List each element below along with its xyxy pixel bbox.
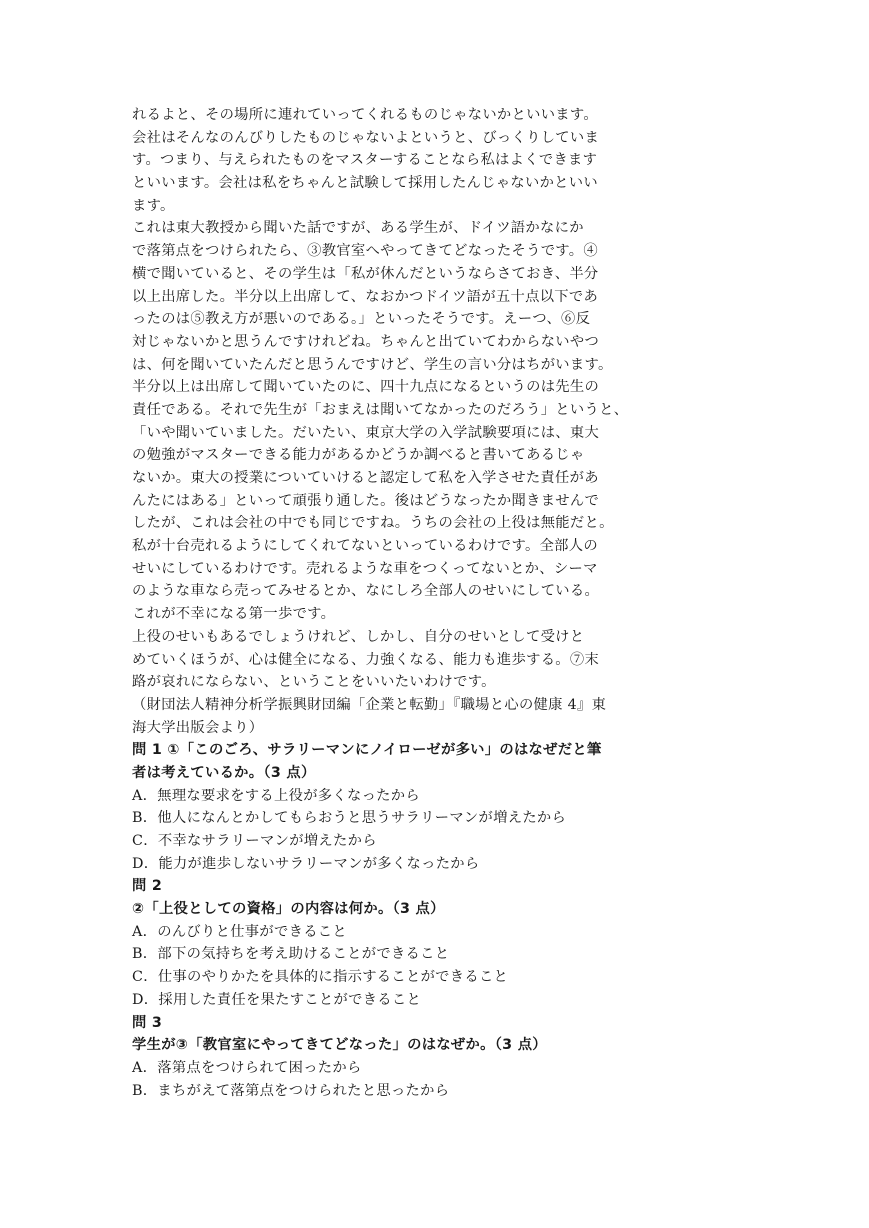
passage-line: ないか。東大の授業についていけると認定して私を入学させた責任があ xyxy=(132,470,599,486)
passage-line: 責任である。それで先生が「おまえは聞いてなかったのだろう」というと、 xyxy=(132,401,629,418)
question-title: 学生が③「教官室にやってきてどなった」のはなぜか。（3 点） xyxy=(132,1037,547,1054)
passage-line: といいます。会社は私をちゃんと試験して採用したんじゃないかといい xyxy=(132,175,598,192)
answer-choice: A．無理な要求をする上役が多くなったから xyxy=(132,787,420,804)
question-block xyxy=(132,875,637,1011)
question-title: ②「上役としての資格」の内容は何か。（3 点） xyxy=(132,901,445,918)
answer-choice: B．まちがえて落第点をつけられたと思ったから xyxy=(132,1082,450,1099)
answer-choice: B．他人になんとかしてもらおうと思うサラリーマンが増えたから xyxy=(132,810,567,827)
answer-choice: C．不幸なサラリーマンが増えたから xyxy=(132,833,377,849)
answer-choice: A．落第点をつけられて困ったから xyxy=(132,1059,362,1076)
passage-line: これが不幸になる第一歩です。 xyxy=(132,606,336,623)
question-section xyxy=(132,739,637,1102)
question-title: 問 1 ①「このごろ、サラリーマンにノイローゼが多い」のはなぜだと筆 xyxy=(132,742,602,759)
passage-line: の勉強がマスターできる能力があるかどうか調べると書いてあるじゃ xyxy=(132,447,585,464)
passage-line: （財団法人精神分析学振興財団編「企業と転勤」『職場と心の健康 4』東 xyxy=(132,696,607,713)
answer-choice: D．能力が進歩しないサラリーマンが多くなったから xyxy=(132,855,480,872)
question-block xyxy=(132,1012,637,1103)
passage-line: せいにしているわけです。売れるような車をつくってないとか、シーマ xyxy=(132,560,598,577)
passage-line: したが、これは会社の中でも同じですね。うちの会社の上役は無能だと。 xyxy=(132,515,614,532)
passage-line: 対じゃないかと思うんですけれどね。ちゃんと出ていてわからないやつ xyxy=(132,333,600,350)
answer-choice: D．採用した責任を果たすことができること xyxy=(132,991,422,1008)
question-title: 問 3 xyxy=(132,1014,163,1031)
passage-line: 私が十台売れるようにしてくれてないといっているわけです。全部人の xyxy=(132,538,598,555)
passage-line: 路が哀れにならない、ということをいいたいわけです。 xyxy=(132,674,496,691)
passage-line: 「いや聞いていました。だいたい、東京大学の入学試験要項には、東大 xyxy=(132,424,600,441)
passage-line: のような車なら売ってみせるとか、なにしろ全部人のせいにしている。 xyxy=(132,583,600,600)
answer-choice: B．部下の気持ちを考え助けることができること xyxy=(132,946,450,963)
passage-line: ます。 xyxy=(132,197,175,214)
passage-line: 横で聞いていると、その学生は「私が休んだというならさておき、半分 xyxy=(132,265,599,282)
question-title: 者は考えているか。（3 点） xyxy=(132,764,316,781)
passage-line: す。つまり、与えられたものをマスターすることなら私はよくできます xyxy=(132,152,598,169)
passage-line: 以上出席した。半分以上出席して、なおかつドイツ語が五十点以下であ xyxy=(132,288,599,305)
passage-line: 海大学出版会より） xyxy=(132,719,264,736)
passage-line: 会社はそんなのんびりしたものじゃないよというと、びっくりしていま xyxy=(132,129,600,146)
document-body xyxy=(132,104,637,1102)
answer-choice: A．のんびりと仕事ができること xyxy=(132,923,347,940)
passage-line: 上役のせいもあるでしょうけれど、しかし、自分のせいとして受けと xyxy=(132,628,585,645)
passage-line: ったのは⑤教え方が悪いのである。」といったそうです。えーつ、⑥反 xyxy=(132,311,591,328)
passage-line: 半分以上は出席して聞いていたのに、四十九点になるというのは先生の xyxy=(132,379,600,396)
reading-passage xyxy=(132,104,637,739)
passage-line: んたにはある」といって頑張り通した。後はどうなったか聞きませんで xyxy=(132,492,600,509)
passage-line: れるよと、その場所に連れていってくれるものじゃないかといいます。 xyxy=(132,107,598,123)
question-block xyxy=(132,739,637,875)
passage-line: は、何を聞いていたんだと思うんですけど、学生の言い分はちがいます。 xyxy=(132,356,613,373)
passage-line: で落第点をつけられたら、③教官室へやってきてどなったそうです。④ xyxy=(132,243,598,260)
answer-choice: C．仕事のやりかたを具体的に指示することができること xyxy=(132,969,509,986)
passage-line: めていくほうが、心は健全になる、力強くなる、能力も進歩する。⑦末 xyxy=(132,651,600,668)
passage-line: これは東大教授から聞いた話ですが、ある学生が、ドイツ語かなにか xyxy=(132,220,584,237)
question-title: 問 2 xyxy=(132,878,163,895)
